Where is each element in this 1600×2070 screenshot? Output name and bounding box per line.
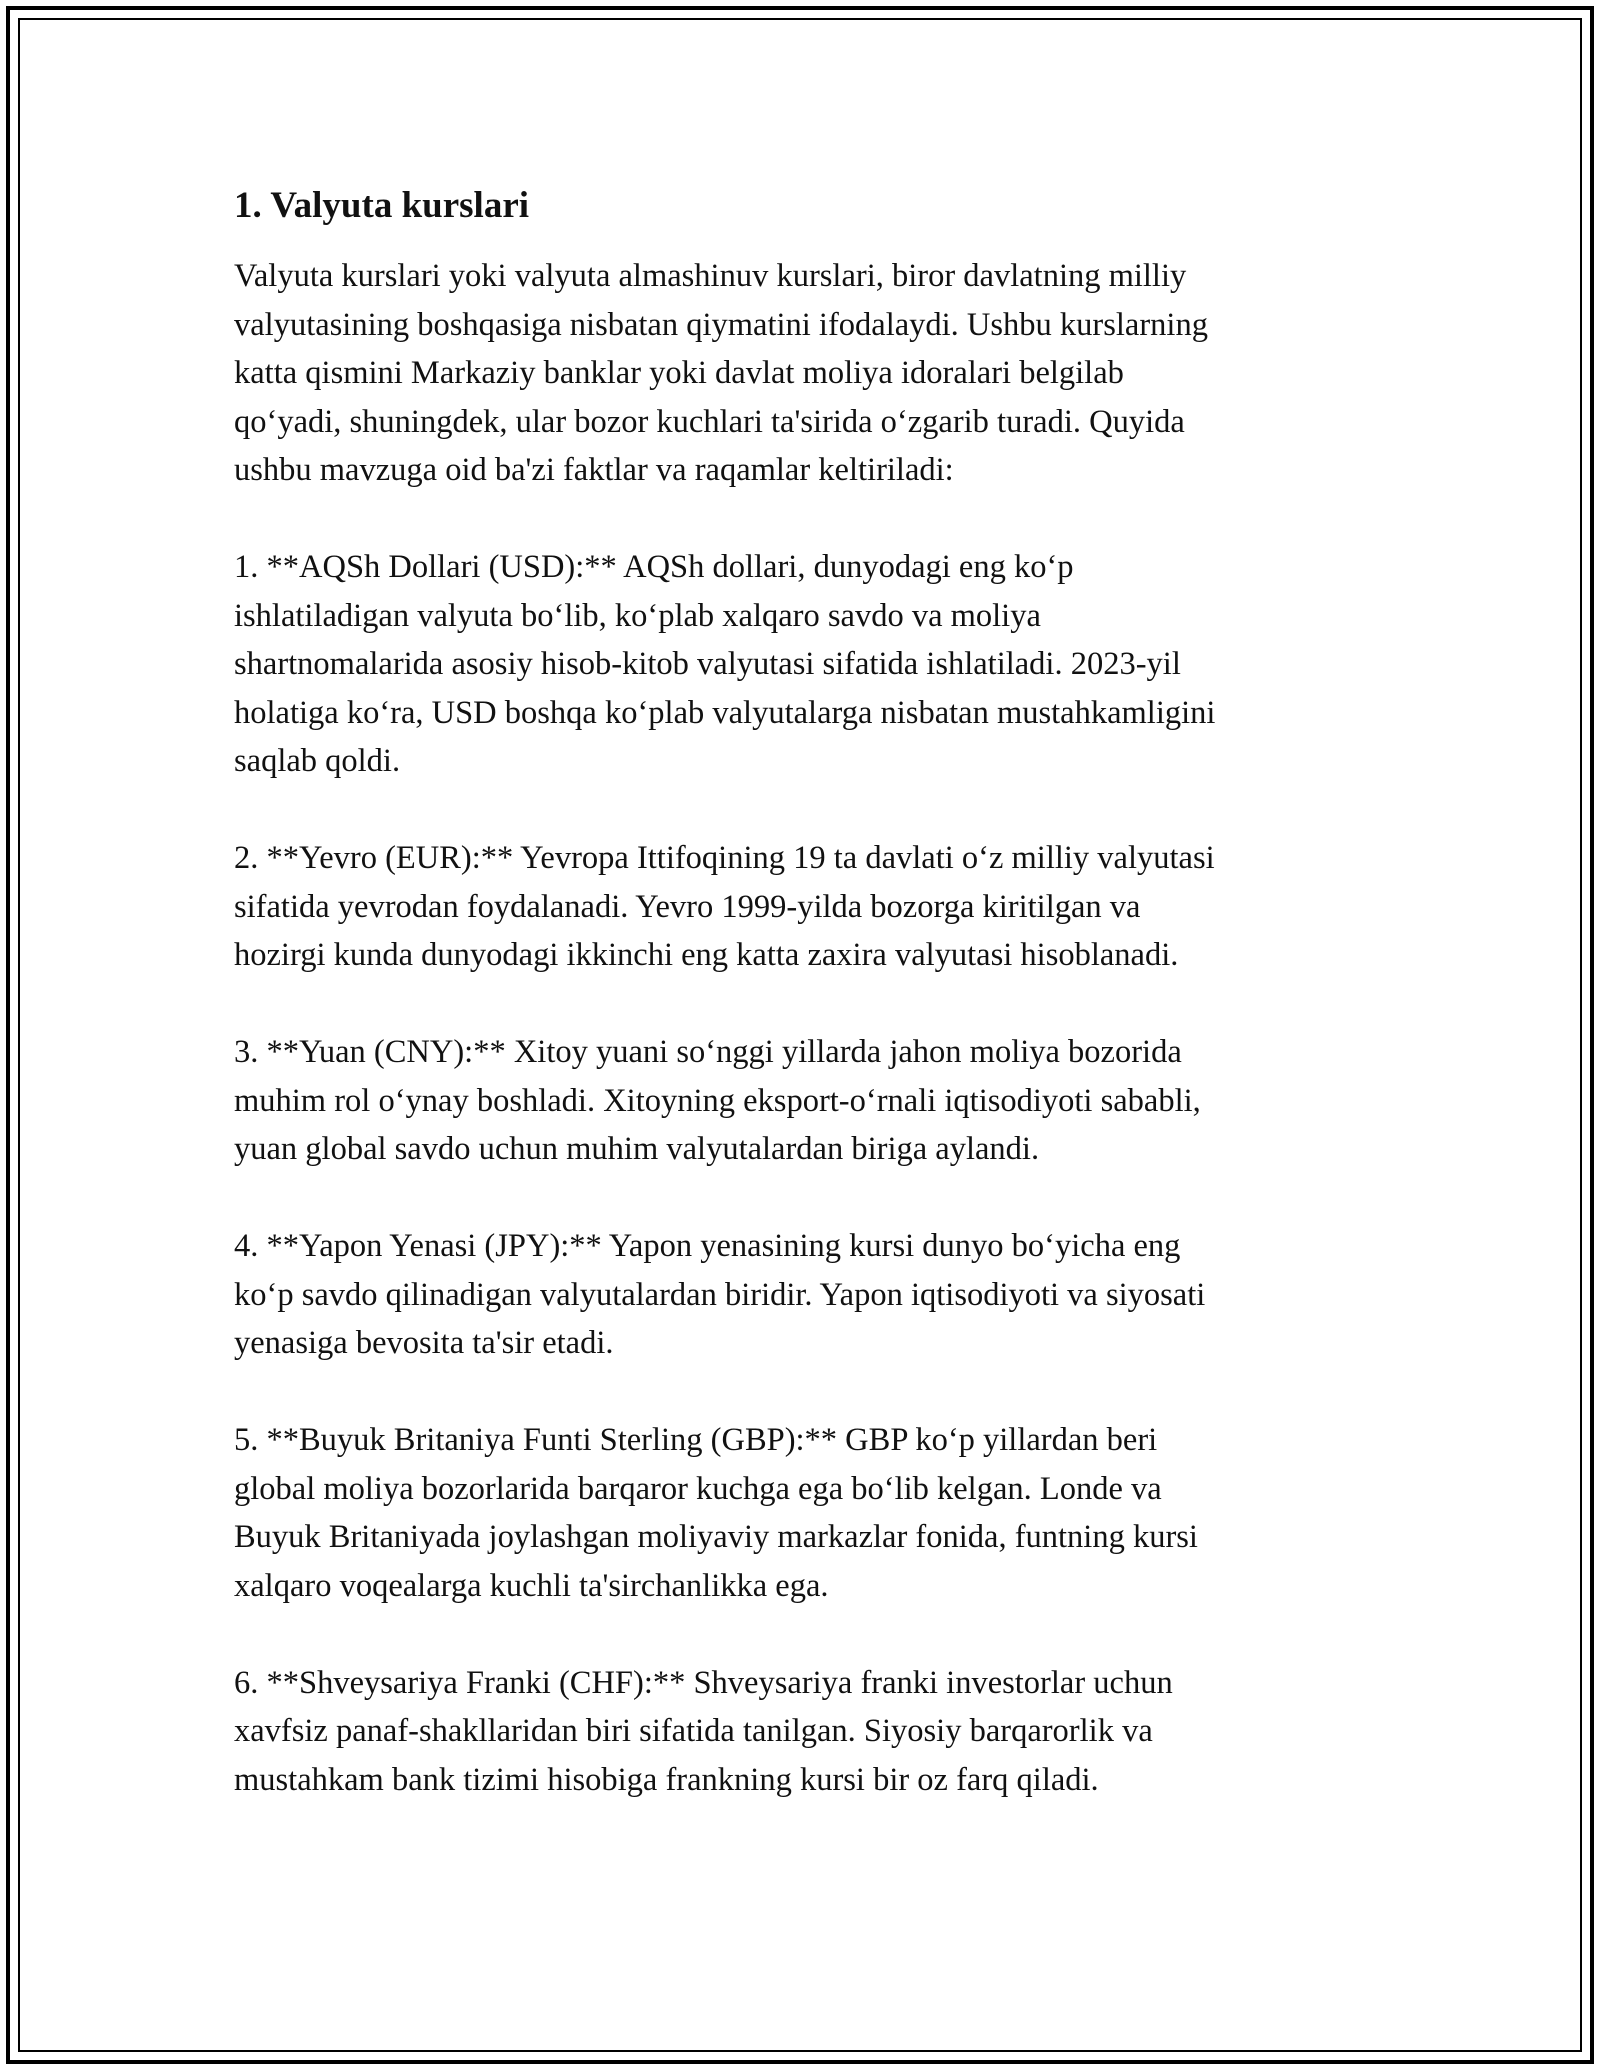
paragraph-eur: 2. **Yevro (EUR):** Yevropa Ittifoqining 19 ta davlati oʻz milliy valyutasi sifatida yevrodan foydalanadi. Yevro 1999-yilda bozorga kiritilgan va hozirgi kunda dunyodagi ikkinchi eng katta zaxira valyutasi hisoblanadi. bbox=[234, 840, 1215, 973]
paragraph-usd: 1. **AQSh Dollari (USD):** AQSh dollari, dunyodagi eng koʻp ishlatiladigan valyuta boʻlib, koʻplab xalqaro savdo va moliya shartnomalarida asosiy hisob-kitob valyutasi sifatida ishlatiladi. 2023-yil holatiga koʻra, USD boshqa koʻplab valyutalarga nisbatan mustahkamligini saqlab qoldi. bbox=[234, 549, 1216, 779]
paragraph-cny: 3. **Yuan (CNY):** Xitoy yuani soʻnggi yillarda jahon moliya bozorida muhim rol oʻynay boshladi. Xitoyning eksport-oʻrnali iqtisodiyoti sababli, yuan global savdo uchun muhim valyutalardan biriga aylandi. bbox=[234, 1034, 1201, 1167]
document-body bbox=[234, 182, 1374, 1853]
intro-paragraph: Valyuta kurslari yoki valyuta almashinuv kurslari, biror davlatning milliy valyutasining boshqasiga nisbatan qiymatini ifodalaydi. Ushbu kurslarning katta qismini Markaziy banklar yoki davlat moliya idoralari belgilab qoʻyadi, shuningdek, ular bozor kuchlari ta'sirida oʻzgarib turadi. Quyida ushbu mavzuga oid ba'zi faktlar va raqamlar keltiriladi: bbox=[234, 258, 1208, 488]
paragraph-chf: 6. **Shveysariya Franki (CHF):** Shveysariya franki investorlar uchun xavfsiz panaf-shakllaridan biri sifatida tanilgan. Siyosiy barqarorlik va mustahkam bank tizimi hisobiga frankning kursi bir oz farq qiladi. bbox=[234, 1664, 1173, 1798]
section-heading: 1. Valyuta kurslari bbox=[234, 185, 530, 226]
paragraph-gbp: 5. **Buyuk Britaniya Funti Sterling (GBP):** GBP koʻp yillardan beri global moliya bozorlarida barqaror kuchga ega boʻlib kelgan. Londe va Buyuk Britaniyada joylashgan moliyaviy markazlar fonida, funtning kursi xalqaro voqealarga kuchli ta'sirchanlikka ega. bbox=[234, 1422, 1198, 1604]
paragraph-jpy: 4. **Yapon Yenasi (JPY):** Yapon yenasining kursi dunyo boʻyicha eng koʻp savdo qilinadigan valyutalardan biridir. Yapon iqtisodiyoti va siyosati yenasiga bevosita ta'sir etadi. bbox=[234, 1228, 1206, 1361]
